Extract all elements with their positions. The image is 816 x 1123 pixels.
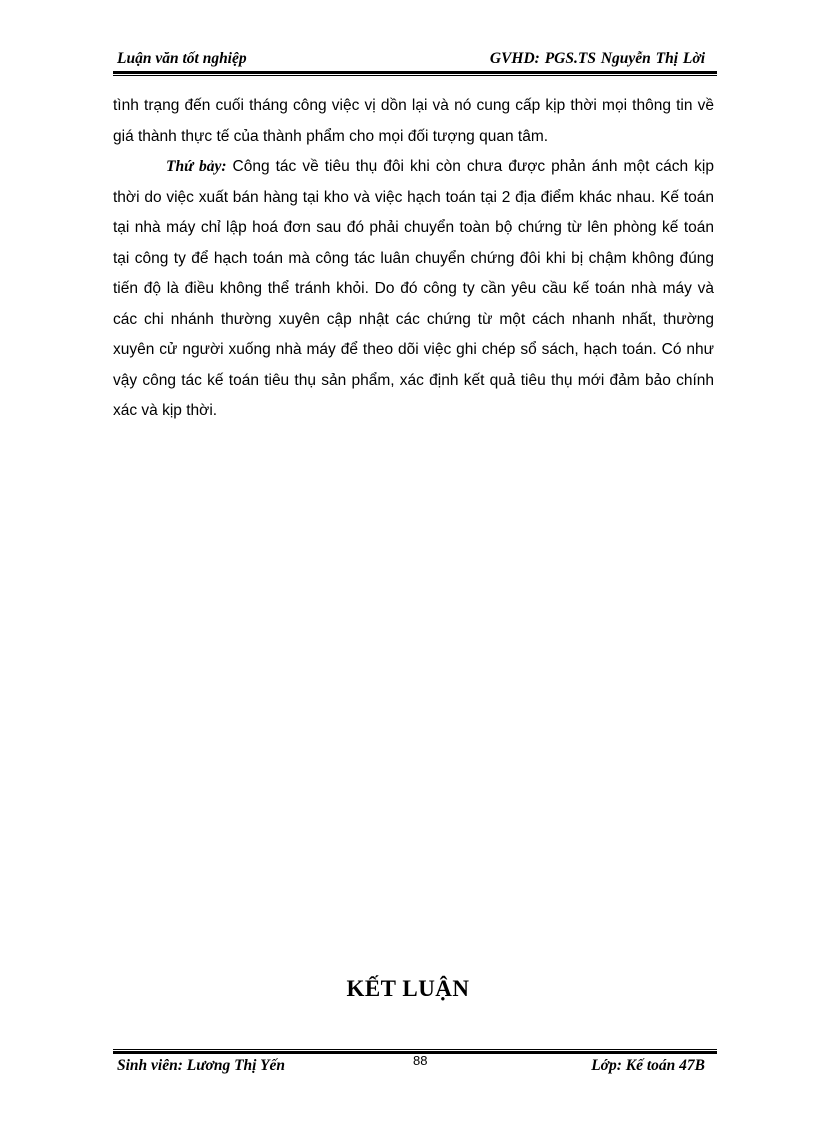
page-footer xyxy=(113,1055,717,1079)
header-thesis-title: Luận văn tốt nghiệp xyxy=(117,50,247,67)
header-rule-thin xyxy=(113,75,717,76)
footer-student: Sinh viên: Lương Thị Yến xyxy=(117,1057,286,1074)
page-number: 88 xyxy=(413,1053,428,1068)
footer-class: Lớp: Kế toán 47B xyxy=(591,1057,705,1074)
footer-rule-thin xyxy=(113,1049,717,1050)
paragraph-seventh xyxy=(113,152,714,427)
paragraph-lead: Thứ bảy: xyxy=(166,158,227,175)
conclusion-heading: KẾT LUẬN xyxy=(346,976,470,1001)
page-header xyxy=(113,46,717,72)
header-supervisor: GVHD: PGS.TS Nguyễn Thị Lời xyxy=(489,50,705,67)
header-rule-thick xyxy=(113,71,717,74)
paragraph-seventh-text: Công tác về tiêu thụ đôi khi còn chưa được phản ánh một cách kịp thời do việc xuất bán hàng tại kho và việc hạch toán tại 2 địa điểm khác nhau. Kế toán tại nhà máy chỉ lập hoá đơn sau đó phải chuyển toàn bộ chứng từ lên phòng kế toán tại công ty để hạch toán mà công tác luân chuyển chứng đôi khi bị chậm không đúng tiến độ là điều không thể tránh khỏi. Do đó công ty cần yêu cầu kế toán nhà máy và các chi nhánh thường xuyên cập nhật các chứng từ một cách nhanh nhất, thường xuyên cử người xuống nhà máy để theo dõi việc ghi chép sổ sách, hạch toán. Có như vậy công tác kế toán tiêu thụ sản phẩm, xác định kết quả tiêu thụ mới đảm bảo chính xác và kịp thời. xyxy=(113,158,714,419)
paragraph-continued: tình trạng đến cuối tháng công việc vị dồn lại và nó cung cấp kịp thời mọi thông tin về giá thành thực tế của thành phẩm cho mọi đối tượng quan tâm. xyxy=(113,97,714,145)
body-text xyxy=(113,91,714,427)
